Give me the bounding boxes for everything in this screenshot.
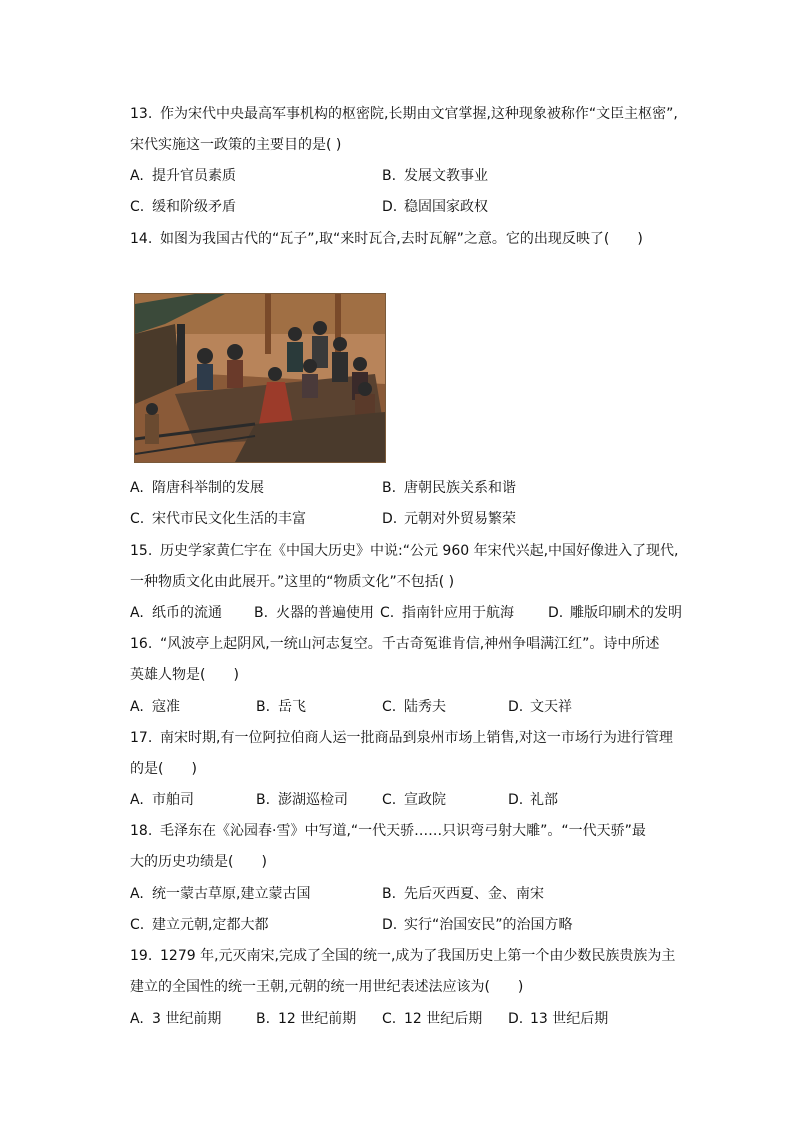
question-17-option-b[interactable]: B. 澎湖巡检司 (256, 792, 348, 808)
question-16-stem-line-1: 16. “风波亭上起阴风,一统山河志复空。千古奇冤谁肯信,神州争唱满江红”。诗中所述 (130, 636, 660, 652)
question-18-option-b[interactable]: B. 先后灭西夏、金、南宋 (382, 886, 544, 902)
question-15-stem-line-1: 15. 历史学家黄仁宇在《中国大历史》中说:“公元 960 年宋代兴起,中国好像进入了现代, (130, 543, 679, 559)
question-19-stem-line-1: 19. 1279 年,元灭南宋,完成了全国的统一,成为了我国历史上第一个由少数民族贵族为主 (130, 948, 676, 964)
question-19-option-c[interactable]: C. 12 世纪后期 (382, 1011, 483, 1027)
question-19-stem-line-2: 建立的全国性的统一王朝,元朝的统一用世纪表述法应该为( ) (130, 979, 524, 995)
question-18-option-a[interactable]: A. 统一蒙古草原,建立蒙古国 (130, 886, 311, 902)
question-14-option-b[interactable]: B. 唐朝民族关系和谐 (382, 480, 516, 496)
question-15-option-b[interactable]: B. 火器的普遍使用 (254, 605, 374, 621)
question-13-option-d[interactable]: D. 稳固国家政权 (382, 199, 488, 215)
question-17-option-a[interactable]: A. 市舶司 (130, 792, 194, 808)
question-18-stem-line-2: 大的历史功绩是( ) (130, 854, 267, 870)
question-17-stem-line-1: 17. 南宋时期,有一位阿拉伯商人运一批商品到泉州市场上销售,对这一市场行为进行管理 (130, 730, 673, 746)
question-13-stem-line-1: 13. 作为宋代中央最高军事机构的枢密院,长期由文官掌握,这种现象被称作“文臣主枢密”, (130, 106, 678, 122)
question-19-option-d[interactable]: D. 13 世纪后期 (508, 1011, 609, 1027)
question-19-option-a[interactable]: A. 3 世纪前期 (130, 1011, 222, 1027)
question-13-stem-line-2: 宋代实施这一政策的主要目的是( ) (130, 137, 342, 153)
question-number: 14. (130, 231, 153, 247)
question-16-stem-line-2: 英雄人物是( ) (130, 667, 239, 683)
question-15-option-c[interactable]: C. 指南针应用于航海 (380, 605, 514, 621)
question-number: 16. (130, 636, 153, 652)
wazi-painting-image (134, 293, 386, 463)
question-number: 13. (130, 106, 153, 122)
question-16-option-b[interactable]: B. 岳飞 (256, 699, 306, 715)
question-15-option-a[interactable]: A. 纸币的流通 (130, 605, 222, 621)
question-15-stem-line-2: 一种物质文化由此展开。”这里的“物质文化”不包括( ) (130, 574, 455, 590)
question-18-option-c[interactable]: C. 建立元朝,定都大都 (130, 917, 269, 933)
question-14-stem-line-1: 14. 如图为我国古代的“瓦子”,取“来时瓦合,去时瓦解”之意。它的出现反映了( ) (130, 231, 643, 247)
question-17-option-d[interactable]: D. 礼部 (508, 792, 558, 808)
question-19-option-b[interactable]: B. 12 世纪前期 (256, 1011, 357, 1027)
question-18-stem-line-1: 18. 毛泽东在《沁园春·雪》中写道,“一代天骄……只识弯弓射大雕”。“一代天骄”最 (130, 823, 646, 839)
question-17-stem-line-2: 的是( ) (130, 761, 197, 777)
question-13-option-c[interactable]: C. 缓和阶级矛盾 (130, 199, 236, 215)
question-16-option-c[interactable]: C. 陆秀夫 (382, 699, 446, 715)
painting-illustration (135, 294, 385, 462)
question-16-option-a[interactable]: A. 寇准 (130, 699, 180, 715)
question-13-option-b[interactable]: B. 发展文教事业 (382, 168, 488, 184)
question-number: 18. (130, 823, 153, 839)
question-14-option-a[interactable]: A. 隋唐科举制的发展 (130, 480, 264, 496)
question-14-option-c[interactable]: C. 宋代市民文化生活的丰富 (130, 511, 306, 527)
question-16-option-d[interactable]: D. 文天祥 (508, 699, 572, 715)
question-18-option-d[interactable]: D. 实行“治国安民”的治国方略 (382, 917, 573, 933)
question-14-option-d[interactable]: D. 元朝对外贸易繁荣 (382, 511, 516, 527)
question-15-option-d[interactable]: D. 雕版印刷术的发明 (548, 605, 682, 621)
question-13-option-a[interactable]: A. 提升官员素质 (130, 168, 236, 184)
question-17-option-c[interactable]: C. 宣政院 (382, 792, 446, 808)
question-number: 17. (130, 730, 153, 746)
question-number: 15. (130, 543, 153, 559)
question-number: 19. (130, 948, 153, 964)
